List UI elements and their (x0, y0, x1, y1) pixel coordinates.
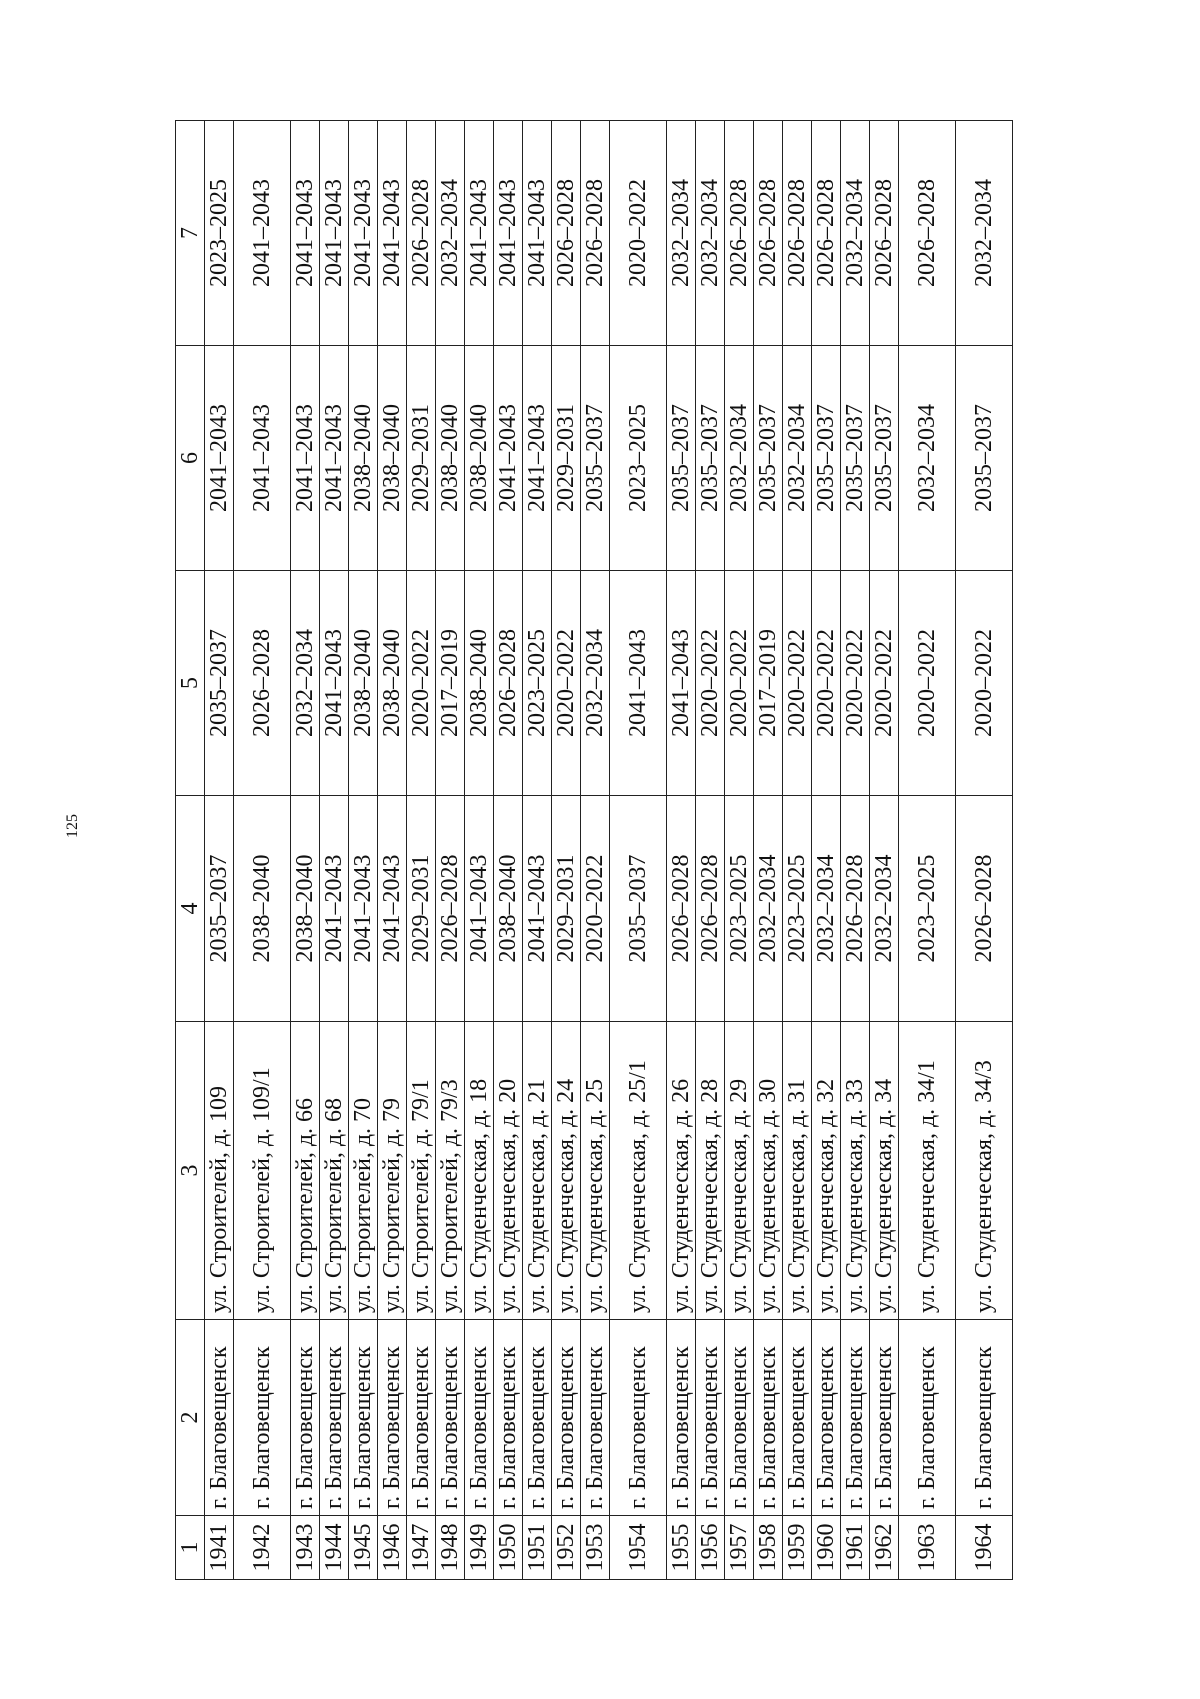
period-cell: 2035–2037 (841, 346, 870, 571)
table-row (725, 121, 754, 1580)
row-number: 1942 (234, 1516, 291, 1580)
row-number: 1956 (696, 1516, 725, 1580)
period-cell: 2038–2040 (465, 346, 494, 571)
period-cell: 2020–2022 (725, 571, 754, 796)
table-row (696, 121, 725, 1580)
table-row (956, 121, 1013, 1580)
header-row (176, 121, 205, 1580)
table-row (841, 121, 870, 1580)
period-cell: 2041–2043 (465, 121, 494, 346)
period-cell: 2026–2028 (696, 796, 725, 1022)
period-cell: 2032–2034 (956, 121, 1013, 346)
period-cell: 2023–2025 (783, 796, 812, 1022)
address-cell: ул. Студенческая, д. 26 (667, 1022, 696, 1320)
address-cell: ул. Студенческая, д. 20 (494, 1022, 523, 1320)
row-number: 1964 (956, 1516, 1013, 1580)
table-row (783, 121, 812, 1580)
period-cell: 2041–2043 (291, 346, 320, 571)
city-cell: г. Благовещенск (378, 1320, 407, 1516)
address-cell: ул. Студенческая, д. 24 (552, 1022, 581, 1320)
period-cell: 2035–2037 (610, 796, 667, 1022)
row-number: 1954 (610, 1516, 667, 1580)
schedule-table (175, 120, 1013, 1580)
period-cell: 2032–2034 (581, 571, 610, 796)
period-cell: 2038–2040 (378, 346, 407, 571)
period-cell: 2041–2043 (234, 346, 291, 571)
address-cell: ул. Студенческая, д. 34 (870, 1022, 899, 1320)
row-number: 1962 (870, 1516, 899, 1580)
address-cell: ул. Студенческая, д. 32 (812, 1022, 841, 1320)
period-cell: 2035–2037 (812, 346, 841, 571)
period-cell: 2020–2022 (899, 571, 956, 796)
address-cell: ул. Студенческая, д. 28 (696, 1022, 725, 1320)
address-cell: ул. Студенческая, д. 34/3 (956, 1022, 1013, 1320)
period-cell: 2017–2019 (436, 571, 465, 796)
city-cell: г. Благовещенск (841, 1320, 870, 1516)
period-cell: 2032–2034 (436, 121, 465, 346)
period-cell: 2032–2034 (841, 121, 870, 346)
table-row (667, 121, 696, 1580)
period-cell: 2035–2037 (696, 346, 725, 571)
period-cell: 2026–2028 (812, 121, 841, 346)
row-number: 1944 (320, 1516, 349, 1580)
city-cell: г. Благовещенск (320, 1320, 349, 1516)
address-cell: ул. Студенческая, д. 29 (725, 1022, 754, 1320)
period-cell: 2017–2019 (754, 571, 783, 796)
city-cell: г. Благовещенск (234, 1320, 291, 1516)
row-number: 1945 (349, 1516, 378, 1580)
address-cell: ул. Строителей, д. 79 (378, 1022, 407, 1320)
period-cell: 2041–2043 (205, 346, 234, 571)
column-header: 1 (176, 1516, 205, 1580)
period-cell: 2020–2022 (696, 571, 725, 796)
row-number: 1948 (436, 1516, 465, 1580)
row-number: 1943 (291, 1516, 320, 1580)
period-cell: 2026–2028 (407, 121, 436, 346)
table-container (175, 121, 1013, 1580)
city-cell: г. Благовещенск (494, 1320, 523, 1516)
table-row (610, 121, 667, 1580)
period-cell: 2035–2037 (956, 346, 1013, 571)
page-number: 125 (64, 814, 81, 838)
row-number: 1957 (725, 1516, 754, 1580)
row-number: 1949 (465, 1516, 494, 1580)
period-cell: 2032–2034 (783, 346, 812, 571)
table-row (870, 121, 899, 1580)
period-cell: 2032–2034 (667, 121, 696, 346)
period-cell: 2026–2028 (725, 121, 754, 346)
city-cell: г. Благовещенск (407, 1320, 436, 1516)
table-row (378, 121, 407, 1580)
row-number: 1946 (378, 1516, 407, 1580)
period-cell: 2029–2031 (407, 346, 436, 571)
period-cell: 2029–2031 (552, 346, 581, 571)
row-number: 1951 (523, 1516, 552, 1580)
row-number: 1953 (581, 1516, 610, 1580)
period-cell: 2023–2025 (899, 796, 956, 1022)
period-cell: 2035–2037 (581, 346, 610, 571)
table-row (812, 121, 841, 1580)
period-cell: 2041–2043 (378, 121, 407, 346)
city-cell: г. Благовещенск (754, 1320, 783, 1516)
city-cell: г. Благовещенск (436, 1320, 465, 1516)
city-cell: г. Благовещенск (783, 1320, 812, 1516)
period-cell: 2020–2022 (956, 571, 1013, 796)
period-cell: 2026–2028 (870, 121, 899, 346)
city-cell: г. Благовещенск (725, 1320, 754, 1516)
period-cell: 2026–2028 (899, 121, 956, 346)
period-cell: 2032–2034 (291, 571, 320, 796)
column-header: 6 (176, 346, 205, 571)
city-cell: г. Благовещенск (870, 1320, 899, 1516)
period-cell: 2041–2043 (610, 571, 667, 796)
period-cell: 2041–2043 (523, 346, 552, 571)
table-row (205, 121, 234, 1580)
period-cell: 2038–2040 (494, 796, 523, 1022)
period-cell: 2035–2037 (205, 571, 234, 796)
period-cell: 2041–2043 (320, 346, 349, 571)
address-cell: ул. Студенческая, д. 25 (581, 1022, 610, 1320)
period-cell: 2026–2028 (234, 571, 291, 796)
period-cell: 2038–2040 (234, 796, 291, 1022)
period-cell: 2023–2025 (725, 796, 754, 1022)
period-cell: 2041–2043 (320, 571, 349, 796)
period-cell: 2026–2028 (783, 121, 812, 346)
city-cell: г. Благовещенск (581, 1320, 610, 1516)
address-cell: ул. Студенческая, д. 34/1 (899, 1022, 956, 1320)
table-row (465, 121, 494, 1580)
address-cell: ул. Строителей, д. 79/1 (407, 1022, 436, 1320)
row-number: 1947 (407, 1516, 436, 1580)
address-cell: ул. Строителей, д. 79/3 (436, 1022, 465, 1320)
period-cell: 2032–2034 (696, 121, 725, 346)
period-cell: 2035–2037 (205, 796, 234, 1022)
period-cell: 2035–2037 (870, 346, 899, 571)
table-row (291, 121, 320, 1580)
period-cell: 2041–2043 (523, 796, 552, 1022)
table-row (349, 121, 378, 1580)
address-cell: ул. Студенческая, д. 18 (465, 1022, 494, 1320)
row-number: 1959 (783, 1516, 812, 1580)
city-cell: г. Благовещенск (956, 1320, 1013, 1516)
address-cell: ул. Студенческая, д. 33 (841, 1022, 870, 1320)
period-cell: 2020–2022 (841, 571, 870, 796)
city-cell: г. Благовещенск (610, 1320, 667, 1516)
city-cell: г. Благовещенск (552, 1320, 581, 1516)
period-cell: 2026–2028 (841, 796, 870, 1022)
table-row (234, 121, 291, 1580)
period-cell: 2020–2022 (552, 571, 581, 796)
period-cell: 2041–2043 (378, 796, 407, 1022)
period-cell: 2026–2028 (436, 796, 465, 1022)
period-cell: 2026–2028 (754, 121, 783, 346)
table-row (407, 121, 436, 1580)
address-cell: ул. Студенческая, д. 21 (523, 1022, 552, 1320)
row-number: 1955 (667, 1516, 696, 1580)
address-cell: ул. Строителей, д. 109 (205, 1022, 234, 1320)
address-cell: ул. Строителей, д. 70 (349, 1022, 378, 1320)
column-header: 2 (176, 1320, 205, 1516)
period-cell: 2026–2028 (494, 571, 523, 796)
table-row (436, 121, 465, 1580)
address-cell: ул. Строителей, д. 66 (291, 1022, 320, 1320)
row-number: 1950 (494, 1516, 523, 1580)
column-header: 7 (176, 121, 205, 346)
period-cell: 2038–2040 (436, 346, 465, 571)
city-cell: г. Благовещенск (667, 1320, 696, 1516)
period-cell: 2041–2043 (291, 121, 320, 346)
table-row (581, 121, 610, 1580)
period-cell: 2041–2043 (667, 571, 696, 796)
period-cell: 2041–2043 (234, 121, 291, 346)
period-cell: 2032–2034 (870, 796, 899, 1022)
address-cell: ул. Студенческая, д. 31 (783, 1022, 812, 1320)
period-cell: 2020–2022 (812, 571, 841, 796)
city-cell: г. Благовещенск (205, 1320, 234, 1516)
row-number: 1963 (899, 1516, 956, 1580)
row-number: 1960 (812, 1516, 841, 1580)
period-cell: 2026–2028 (956, 796, 1013, 1022)
period-cell: 2038–2040 (465, 571, 494, 796)
table-row (754, 121, 783, 1580)
city-cell: г. Благовещенск (349, 1320, 378, 1516)
period-cell: 2038–2040 (291, 796, 320, 1022)
period-cell: 2029–2031 (552, 796, 581, 1022)
city-cell: г. Благовещенск (291, 1320, 320, 1516)
city-cell: г. Благовещенск (465, 1320, 494, 1516)
table-row (494, 121, 523, 1580)
period-cell: 2038–2040 (378, 571, 407, 796)
period-cell: 2029–2031 (407, 796, 436, 1022)
column-header: 4 (176, 796, 205, 1022)
period-cell: 2035–2037 (754, 346, 783, 571)
period-cell: 2041–2043 (320, 121, 349, 346)
table-row (899, 121, 956, 1580)
period-cell: 2020–2022 (610, 121, 667, 346)
period-cell: 2041–2043 (523, 121, 552, 346)
period-cell: 2038–2040 (349, 571, 378, 796)
row-number: 1952 (552, 1516, 581, 1580)
period-cell: 2032–2034 (725, 346, 754, 571)
address-cell: ул. Строителей, д. 68 (320, 1022, 349, 1320)
period-cell: 2020–2022 (407, 571, 436, 796)
period-cell: 2041–2043 (349, 796, 378, 1022)
period-cell: 2020–2022 (783, 571, 812, 796)
period-cell: 2032–2034 (754, 796, 783, 1022)
row-number: 1961 (841, 1516, 870, 1580)
period-cell: 2026–2028 (552, 121, 581, 346)
city-cell: г. Благовещенск (899, 1320, 956, 1516)
table-row (552, 121, 581, 1580)
period-cell: 2020–2022 (870, 571, 899, 796)
column-header: 3 (176, 1022, 205, 1320)
period-cell: 2041–2043 (349, 121, 378, 346)
period-cell: 2041–2043 (494, 121, 523, 346)
table-row (523, 121, 552, 1580)
address-cell: ул. Студенческая, д. 25/1 (610, 1022, 667, 1320)
table-row (320, 121, 349, 1580)
period-cell: 2041–2043 (320, 796, 349, 1022)
period-cell: 2041–2043 (465, 796, 494, 1022)
period-cell: 2041–2043 (494, 346, 523, 571)
address-cell: ул. Строителей, д. 109/1 (234, 1022, 291, 1320)
period-cell: 2020–2022 (581, 796, 610, 1022)
city-cell: г. Благовещенск (696, 1320, 725, 1516)
period-cell: 2023–2025 (523, 571, 552, 796)
row-number: 1941 (205, 1516, 234, 1580)
city-cell: г. Благовещенск (523, 1320, 552, 1516)
city-cell: г. Благовещенск (812, 1320, 841, 1516)
period-cell: 2035–2037 (667, 346, 696, 571)
period-cell: 2023–2025 (610, 346, 667, 571)
row-number: 1958 (754, 1516, 783, 1580)
period-cell: 2032–2034 (899, 346, 956, 571)
period-cell: 2023–2025 (205, 121, 234, 346)
address-cell: ул. Студенческая, д. 30 (754, 1022, 783, 1320)
period-cell: 2038–2040 (349, 346, 378, 571)
period-cell: 2026–2028 (581, 121, 610, 346)
period-cell: 2026–2028 (667, 796, 696, 1022)
column-header: 5 (176, 571, 205, 796)
period-cell: 2032–2034 (812, 796, 841, 1022)
